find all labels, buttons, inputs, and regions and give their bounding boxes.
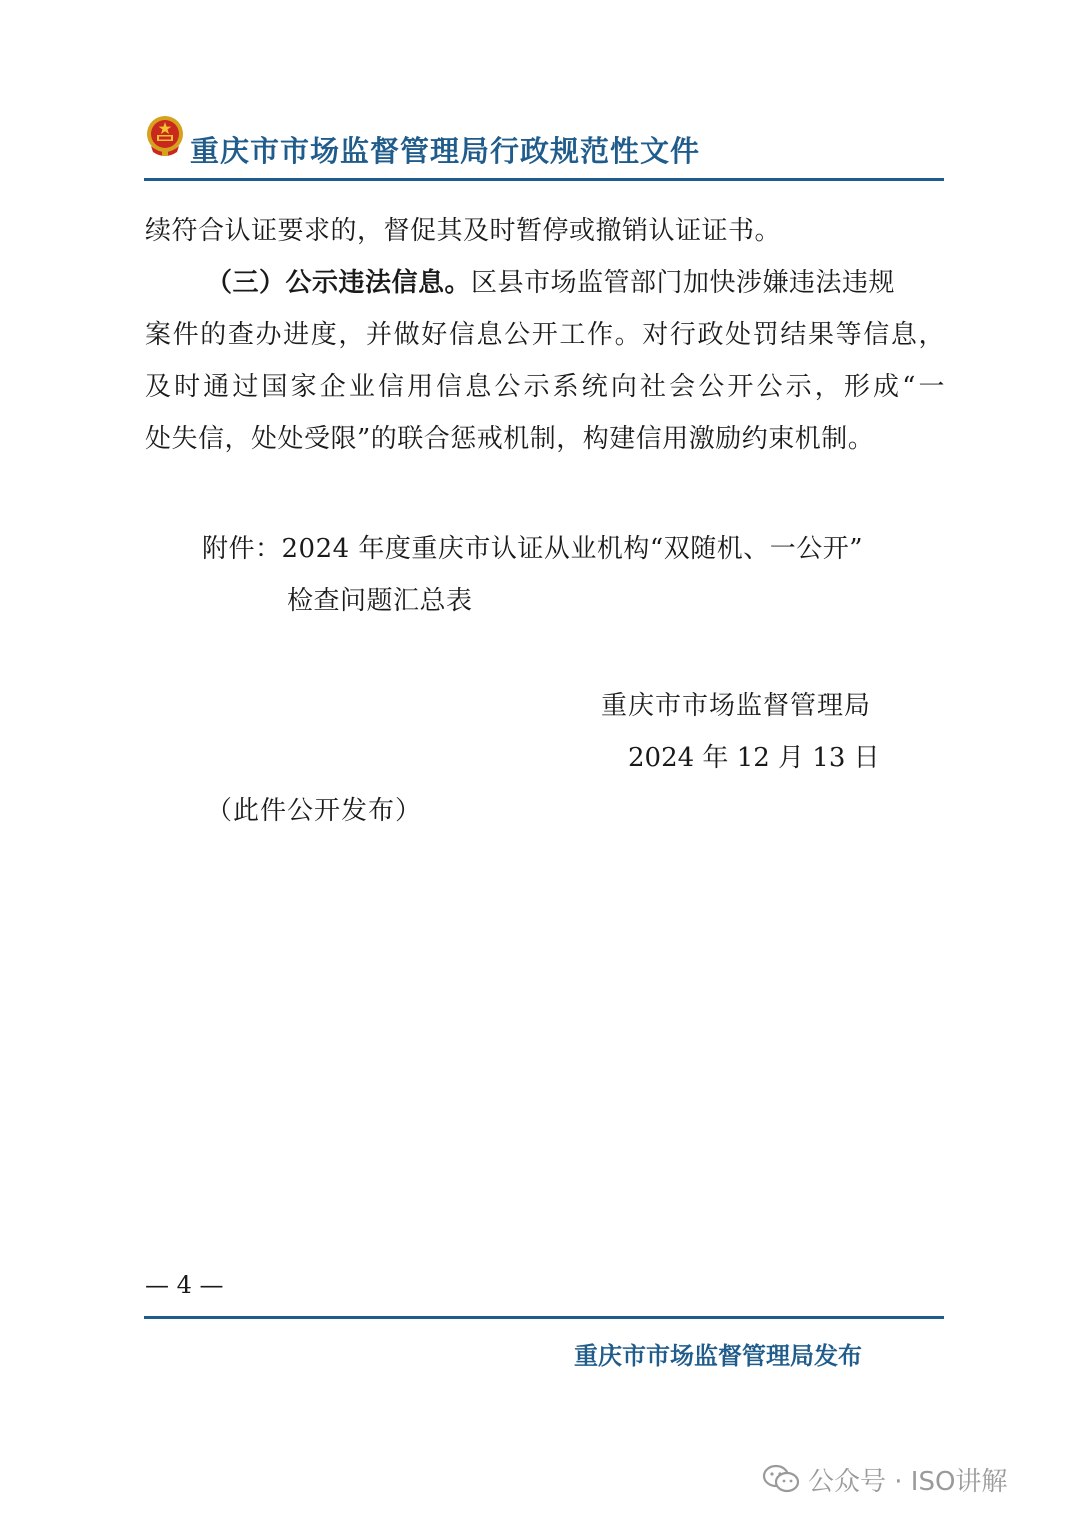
body-line-2-text: 区县市场监管部门加快涉嫌违法违规: [471, 268, 896, 298]
attachment-line-1: 附件：2024 年度重庆市认证从业机构“双随机、一公开”: [202, 534, 864, 564]
page-number: — 4 —: [145, 1271, 224, 1299]
paragraph-heading: （三）公示违法信息。: [206, 268, 472, 298]
header-divider: [144, 178, 944, 181]
header-title: 重庆市市场监督管理局行政规范性文件: [190, 134, 701, 168]
watermark: [762, 1461, 1007, 1497]
watermark-text: 公众号 · ISO讲解: [808, 1466, 1008, 1497]
publish-note: （此件公开发布）: [206, 796, 423, 826]
body-line-4: 及时通过国家企业信用信息公示系统向社会公开公示，形成“一: [145, 372, 945, 402]
body-line-2: [206, 257, 945, 309]
body-line-1: 续符合认证要求的，督促其及时暂停或撤销认证证书。: [145, 216, 782, 246]
signature-date: 2024 年 12 月 13 日: [628, 743, 880, 773]
wechat-icon: [762, 1463, 800, 1495]
attachment-line-2: 检查问题汇总表: [287, 586, 473, 616]
footer-divider: [144, 1316, 944, 1319]
signature-org: 重庆市市场监督管理局: [601, 691, 872, 721]
national-emblem-icon: [144, 114, 186, 158]
footer-publisher: 重庆市市场监督管理局发布: [574, 1342, 862, 1370]
body-line-5: 处失信，处处受限”的联合惩戒机制，构建信用激励约束机制。: [145, 424, 875, 454]
body-line-3: 案件的查办进度，并做好信息公开工作。对行政处罚结果等信息，: [145, 320, 945, 350]
